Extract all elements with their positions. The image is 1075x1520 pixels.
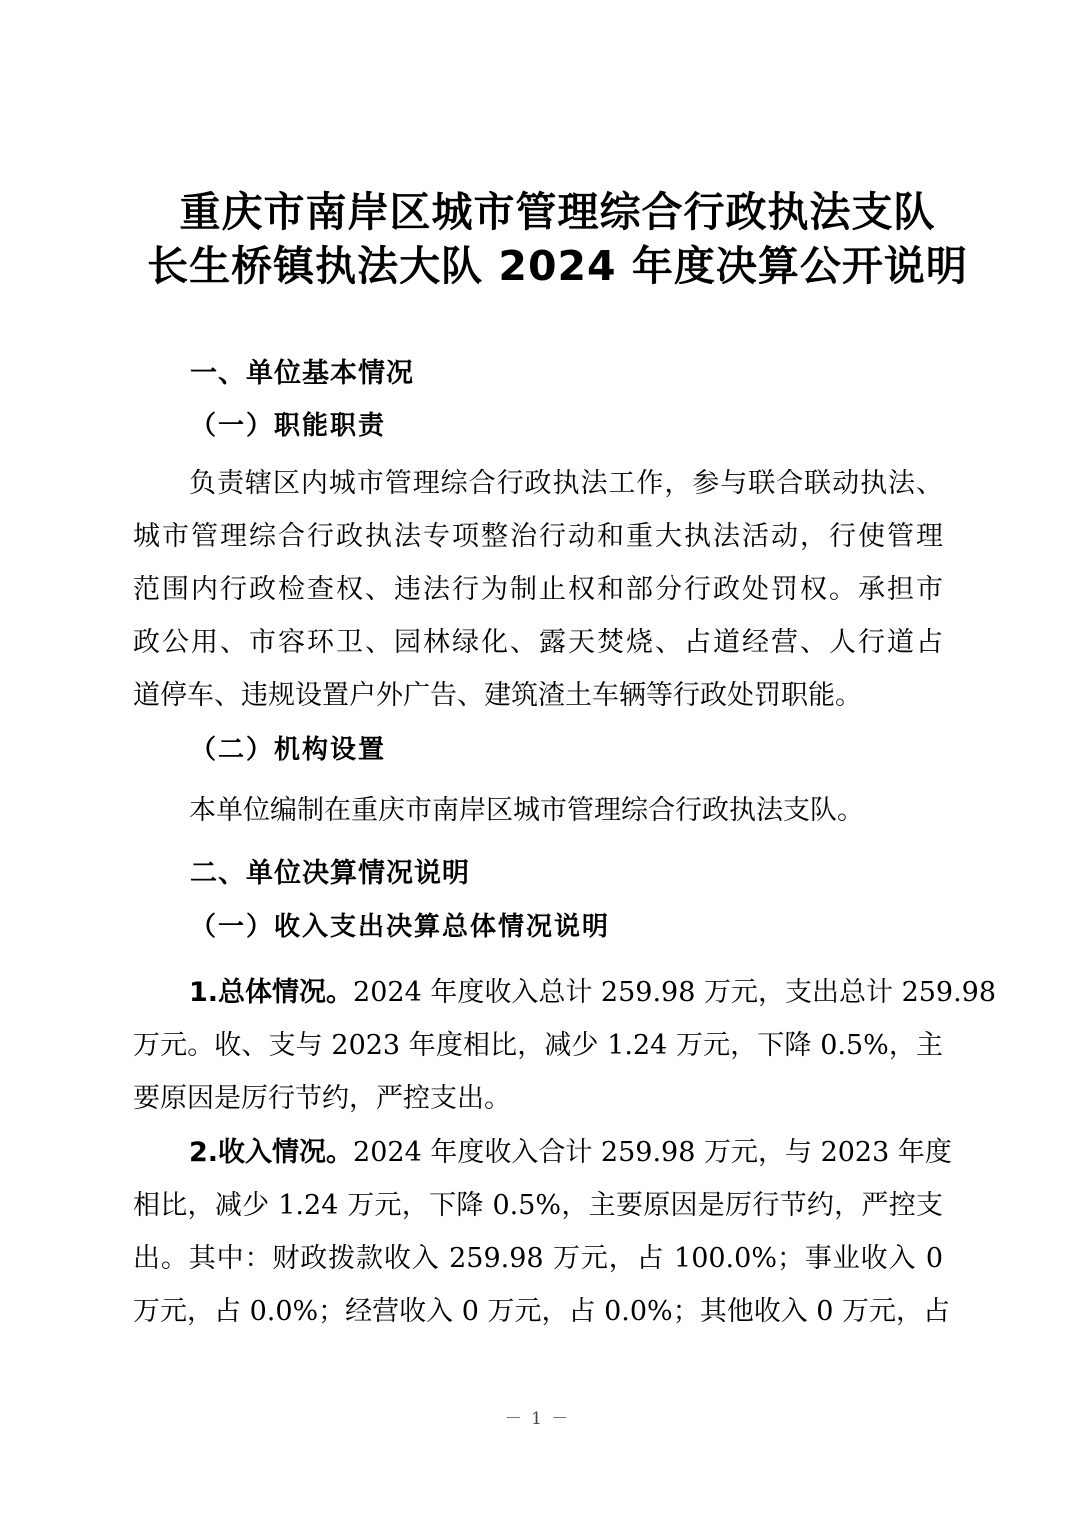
page-number: － 1 －: [504, 1409, 571, 1429]
paragraph-line: 相比，减少 1.24 万元，下降 0.5%，主要原因是厉行节约，严控支: [133, 1190, 943, 1221]
paragraph-lead: 2.收入情况。: [189, 1137, 354, 1168]
paragraph-line: 负责辖区内城市管理综合行政执法工作，参与联合联动执法、: [189, 468, 943, 499]
section-heading-1: 一、单位基本情况: [190, 358, 414, 389]
paragraph-line: 道停车、违规设置户外广告、建筑渣土车辆等行政处罚职能。: [133, 680, 862, 711]
paragraph-line: 出。其中：财政拨款收入 259.98 万元，占 100.0%；事业收入 0: [133, 1243, 943, 1274]
paragraph-line: 本单位编制在重庆市南岸区城市管理综合行政执法支队。: [189, 795, 864, 826]
paragraph-line: 要原因是厉行节约，严控支出。: [133, 1083, 511, 1114]
paragraph-line-text: 2024 年度收入合计 259.98 万元，与 2023 年度: [353, 1137, 952, 1168]
subsection-heading-functions: （一）职能职责: [190, 411, 387, 441]
paragraph-functions: [133, 457, 943, 722]
paragraph-line: [133, 1126, 952, 1179]
paragraph-line: 城市管理综合行政执法专项整治行动和重大执法活动，行使管理: [133, 521, 943, 552]
paragraph-line: 万元，占 0.0%；经营收入 0 万元，占 0.0%；其他收入 0 万元，占: [133, 1296, 951, 1327]
paragraph-line-text: 2024 年度收入总计 259.98 万元，支出总计 259.98: [353, 977, 997, 1008]
paragraph-overall: [133, 966, 997, 1125]
paragraph-income: [133, 1126, 952, 1338]
paragraph-line: 政公用、市容环卫、园林绿化、露天焚烧、占道经营、人行道占: [133, 627, 943, 658]
paragraph-lead: 1.总体情况。: [189, 977, 354, 1008]
paragraph-line: 万元。收、支与 2023 年度相比，减少 1.24 万元，下降 0.5%，主: [133, 1030, 943, 1061]
paragraph-organization: [133, 784, 943, 837]
paragraph-line: 范围内行政检查权、违法行为制止权和部分行政处罚权。承担市: [133, 574, 943, 605]
paragraph-line: [133, 966, 997, 1019]
subsection-heading-organization: （二）机构设置: [190, 735, 387, 765]
document-title-line-2: 长生桥镇执法大队 2024 年度决算公开说明: [147, 242, 968, 290]
section-heading-2: 二、单位决算情况说明: [190, 858, 470, 889]
subsection-heading-overall: （一）收入支出决算总体情况说明: [190, 912, 611, 942]
document-title-line-1: 重庆市南岸区城市管理综合行政执法支队: [179, 188, 936, 236]
